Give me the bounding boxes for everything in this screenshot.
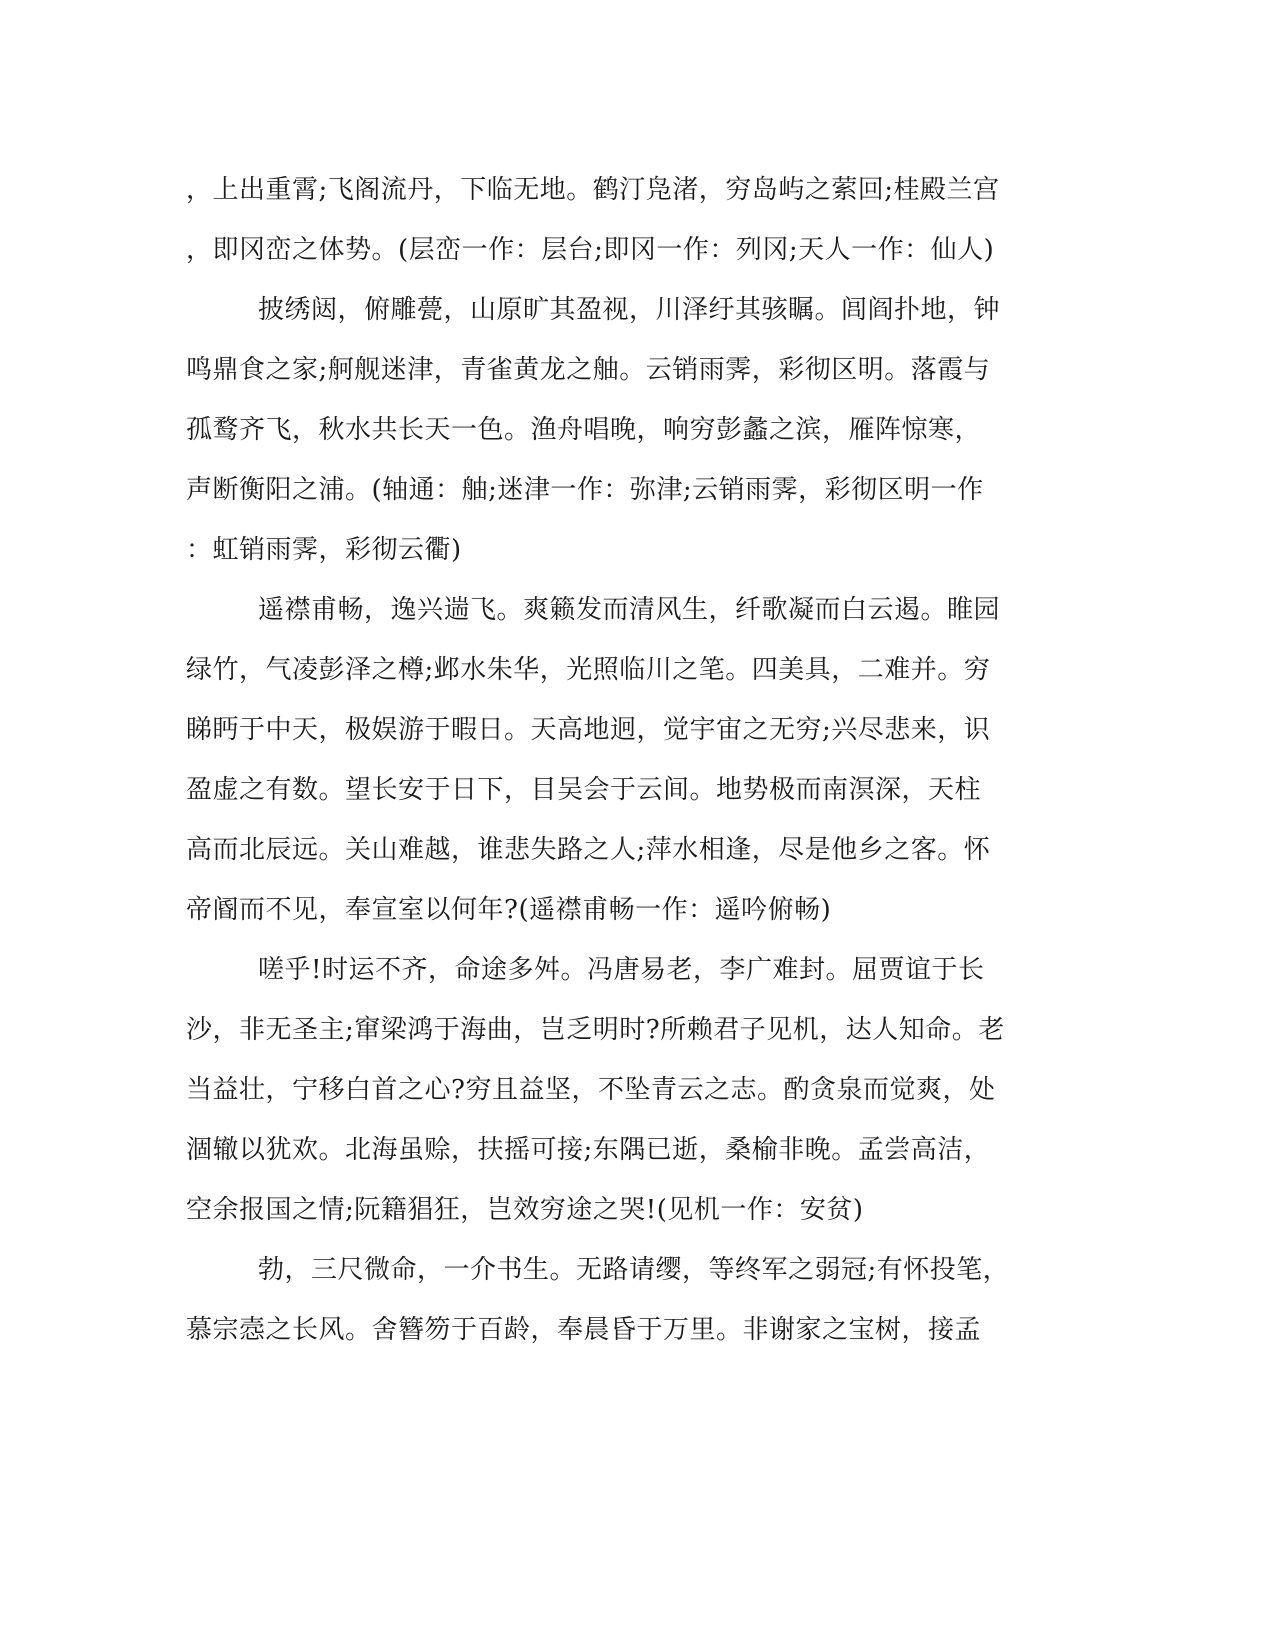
text-line: 慕宗悫之长风。舍簪笏于百龄，奉晨昏于万里。非谢家之宝树，接孟	[186, 1315, 982, 1345]
text-line: 当益壮，宁移白首之心?穷且益坚，不坠青云之志。酌贪泉而觉爽，处	[186, 1075, 996, 1105]
document-body-text	[186, 160, 1076, 1360]
text-line: ：虹销雨霁，彩彻云衢)	[186, 535, 462, 565]
text-line: 涸辙以犹欢。北海虽赊，扶摇可接;东隅已逝，桑榆非晚。孟尝高洁，	[186, 1135, 991, 1165]
text-line: 勃，三尺微命，一介书生。无路请缨，等终军之弱冠;有怀投笔，	[258, 1255, 1010, 1285]
text-line: 睇眄于中天，极娱游于暇日。天高地迥，觉宇宙之无穷;兴尽悲来，识	[186, 715, 991, 745]
text-line: 遥襟甫畅，逸兴遄飞。爽籁发而清风生，纤歌凝而白云遏。睢园	[258, 595, 1001, 625]
text-line: ，即冈峦之体势。(层峦一作：层台;即冈一作：列冈;天人一作：仙人)	[186, 235, 995, 265]
text-line: ，上出重霄;飞阁流丹，下临无地。鹤汀凫渚，穷岛屿之萦回;桂殿兰宫	[186, 175, 1000, 205]
text-line: 声断衡阳之浦。(轴通：舳;迷津一作：弥津;云销雨霁，彩彻区明一作	[186, 475, 984, 505]
text-line: 沙，非无圣主;窜梁鸿于海曲，岂乏明时?所赖君子见机，达人知命。老	[186, 1015, 1005, 1045]
text-line: 孤鹜齐飞，秋水共长天一色。渔舟唱晚，响穷彭蠡之滨，雁阵惊寒，	[186, 415, 982, 445]
text-line: 盈虚之有数。望长安于日下，目吴会于云间。地势极而南溟深，天柱	[186, 775, 982, 805]
text-line: 披绣闼，俯雕甍，山原旷其盈视，川泽纡其骇瞩。闾阎扑地，钟	[258, 295, 1001, 325]
text-line: 鸣鼎食之家;舸舰迷津，青雀黄龙之舳。云销雨霁，彩彻区明。落霞与	[186, 355, 991, 385]
text-line: 高而北辰远。关山难越，谁悲失路之人;萍水相逢，尽是他乡之客。怀	[186, 835, 991, 865]
text-line: 空余报国之情;阮籍猖狂，岂效穷途之哭!(见机一作：安贫)	[186, 1195, 864, 1225]
text-line: 帝阍而不见，奉宣室以何年?(遥襟甫畅一作：遥吟俯畅)	[186, 895, 832, 925]
text-line: 嗟乎!时运不齐，命途多舛。冯唐易老，李广难封。屈贾谊于长	[258, 955, 985, 985]
text-line: 绿竹，气凌彭泽之樽;邺水朱华，光照临川之笔。四美具，二难并。穷	[186, 655, 991, 685]
